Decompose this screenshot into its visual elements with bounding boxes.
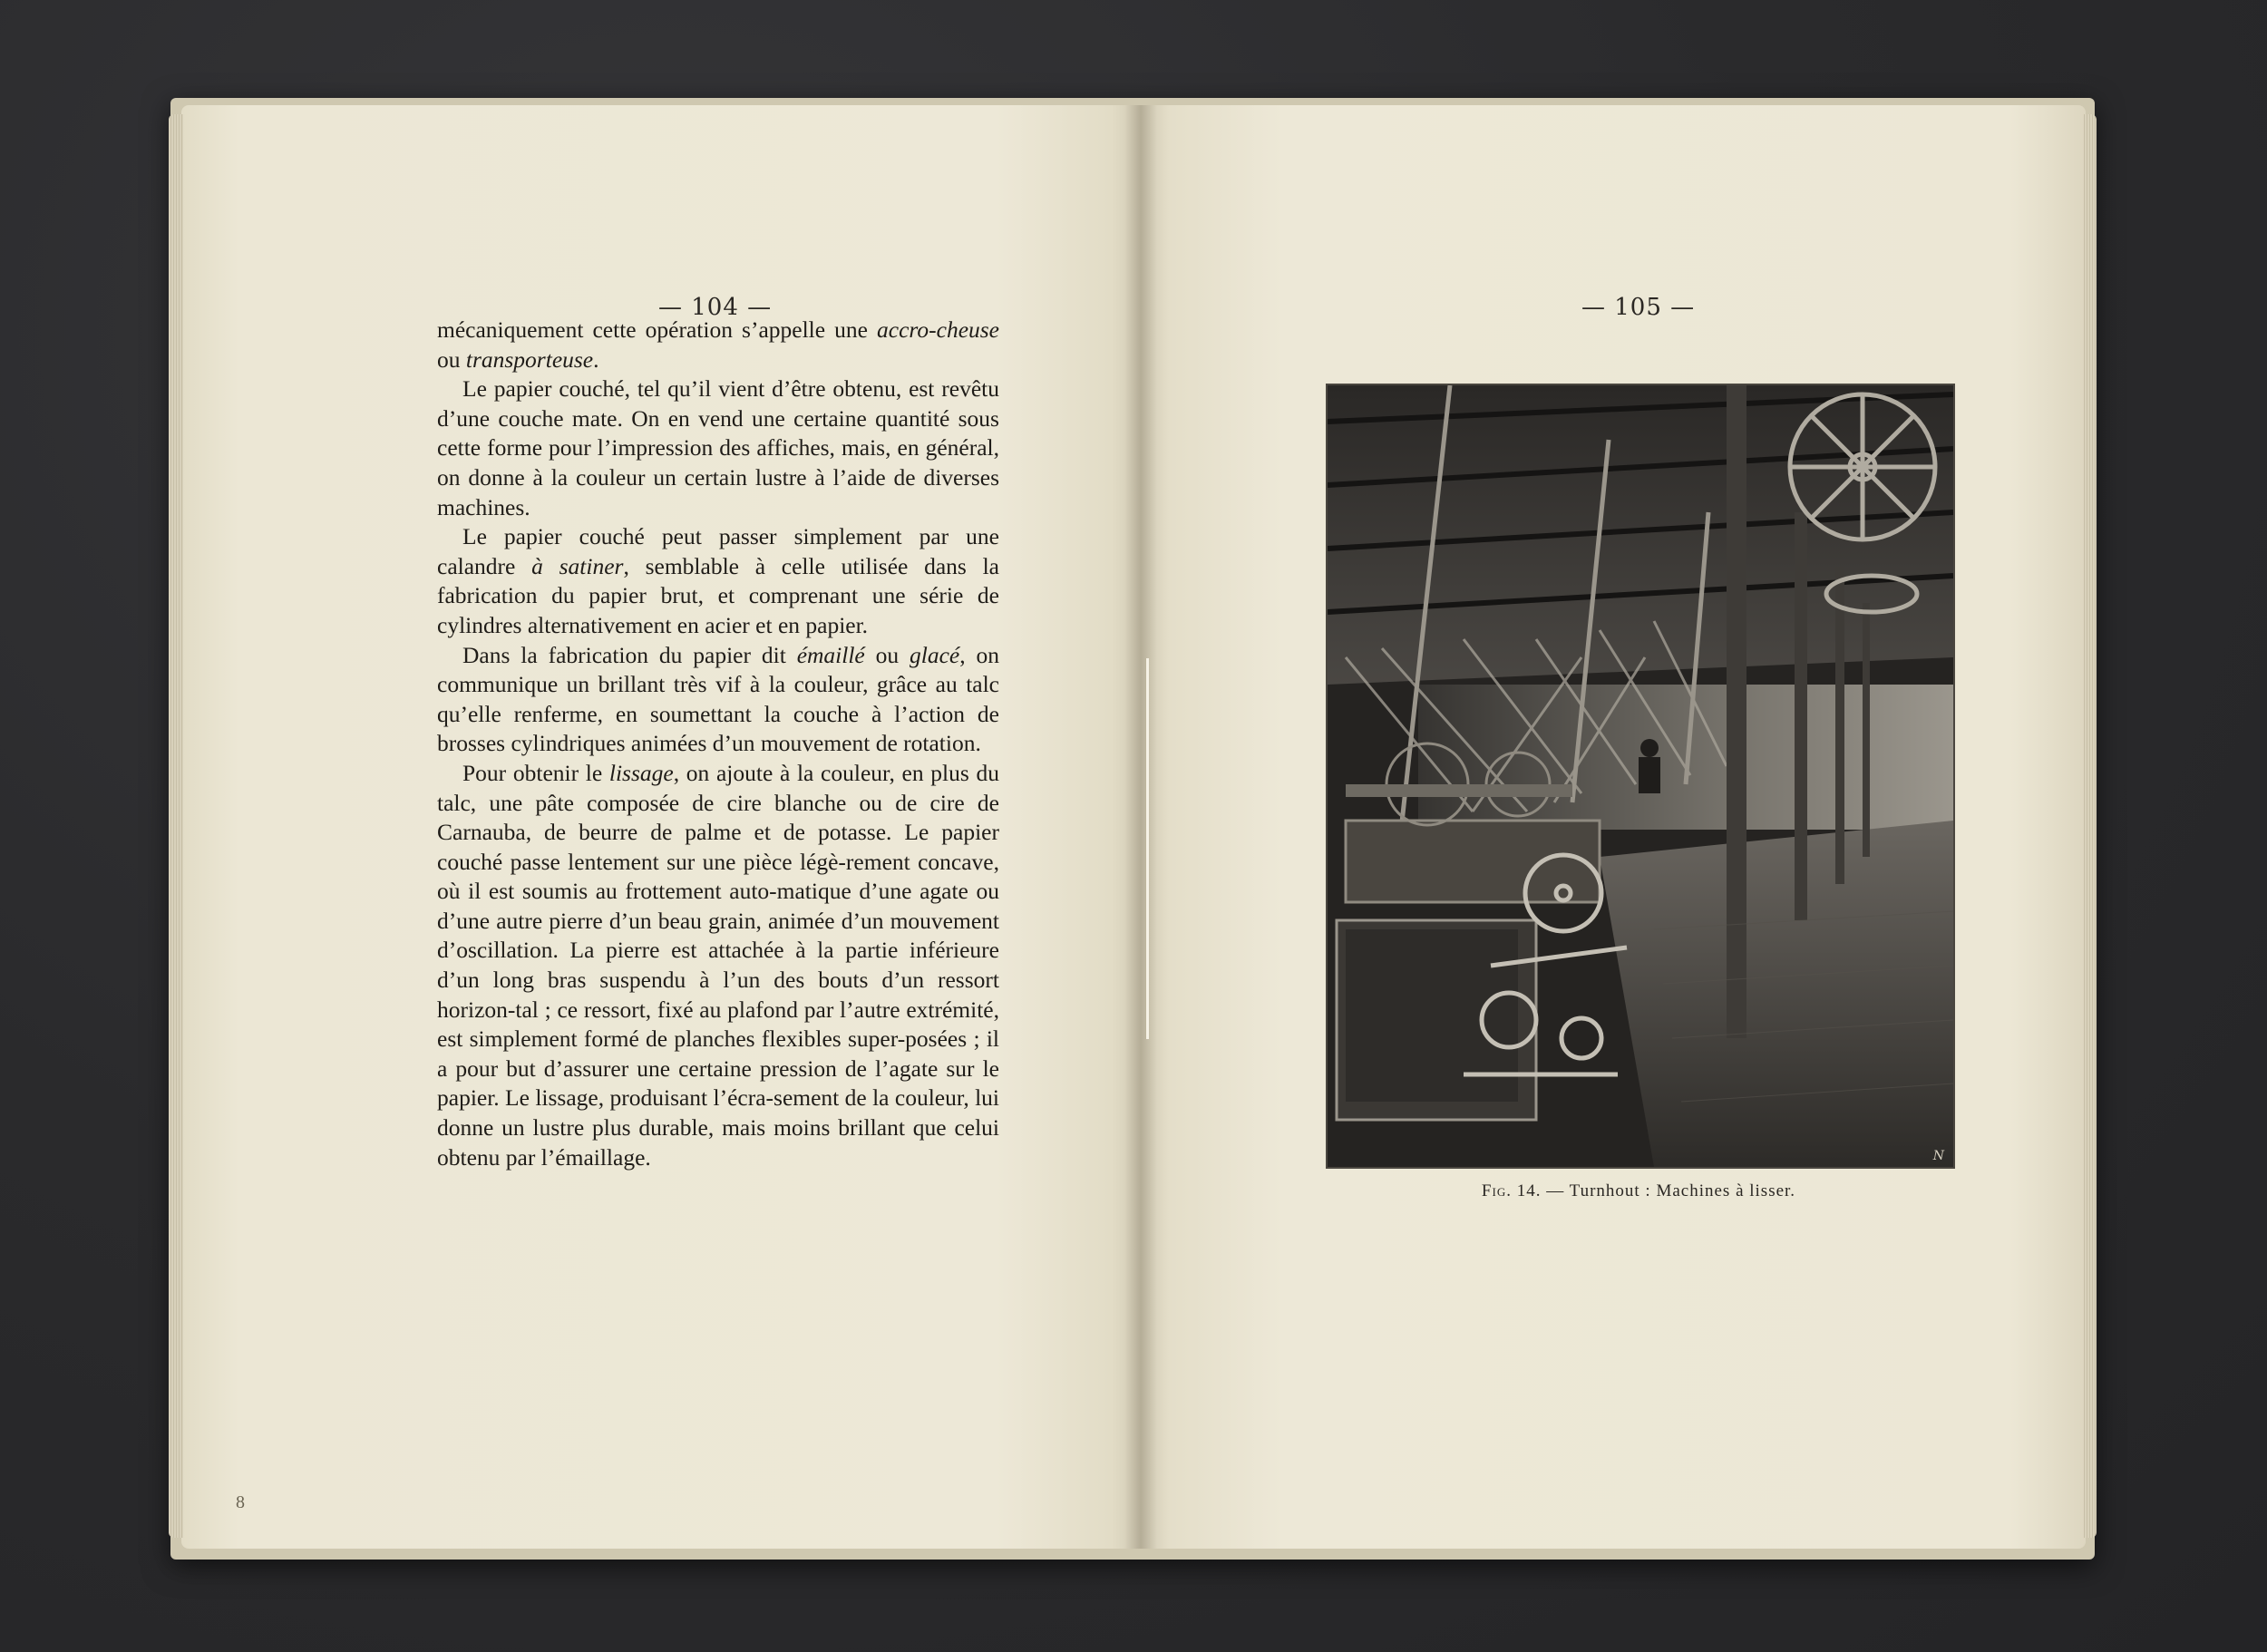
text-run: ou (437, 345, 466, 373)
text-paragraph (437, 641, 999, 759)
italic-term: à satiner (531, 552, 624, 579)
italic-term: lissage (608, 759, 674, 786)
text-paragraph (437, 759, 999, 1172)
right-page (1141, 105, 2086, 1549)
engraver-mark: N (1932, 1149, 1944, 1163)
factory-photograph (1326, 384, 1955, 1169)
left-page (181, 105, 1141, 1549)
text-run: Pour obtenir le (462, 759, 609, 786)
left-page-number: — 104 — (658, 294, 773, 321)
figure-caption-text: — Turnhout : Machines à lisser. (1541, 1181, 1796, 1200)
figure-label: Fig. 14. (1481, 1181, 1542, 1200)
left-page-text (437, 316, 999, 1172)
right-page-number: — 105 — (1581, 294, 1696, 321)
right-page-stack (2084, 114, 2097, 1538)
italic-term: glacé (910, 641, 960, 668)
text-paragraph (437, 316, 999, 374)
text-run: , on ajoute à la couleur, en plus du talc, une pâte composée de cire blanche ou de cire de Carnauba, de beurre de palme et de potasse. Le papier couché passe lentement sur une pièce légè-rement concave, où il est soumis au frottement auto-matique d’une agate ou d’une autre pierre d’un beau grain, animée d’un mouvement d’oscillation. La pierre est attachée à la partie inférieure d’un long bras suspendu à l’un des bouts d’un ressort horizon-tal ; ce ressort, fixé au plafond par l’autre extrémité, est simplement formé de planches flexibles super-posées ; il a pour but d’assurer une certaine pression de l’agate sur le papier. Le lissage, produisant l’écra-sement de la couleur, lui donne un lustre plus durable, mais moins brillant que celui obtenu par l’émaillage. (437, 759, 1000, 1171)
photo-illustration (1328, 385, 1953, 1167)
corner-mark: 8 (236, 1492, 245, 1512)
text-run: . (593, 345, 599, 373)
text-run: Dans la fabrication du papier dit (462, 641, 797, 668)
italic-term: accro-cheuse (877, 316, 999, 343)
text-run: Le papier couché peut passer simplement par une calandre (437, 523, 999, 579)
left-page-stack (169, 114, 183, 1538)
italic-term: transporteuse (465, 345, 594, 373)
binding-stitch (1145, 658, 1149, 1039)
text-run: mécaniquement cette opération s’appelle une (437, 316, 878, 343)
text-paragraph (437, 522, 999, 640)
text-run: ou (864, 641, 910, 668)
text-paragraph (437, 374, 999, 522)
open-book (181, 105, 2086, 1549)
italic-term: émaillé (796, 641, 865, 668)
text-run: Le papier couché, tel qu’il vient d’être obtenu, est revêtu d’une couche mate. On en vend une certaine quantité sous cette forme pour l’impression des affiches, mais, en général, on donne à la couleur un certain lustre à l’aide de diverses machines. (437, 375, 999, 520)
text-run: , on communique un brillant très vif à la couleur, grâce au talc qu’elle renferme, en soumettant la couche à l’action de brosses cylindriques animées d’un mouvement de rotation. (437, 641, 1000, 757)
figure-caption (1326, 1181, 1951, 1201)
text-run: , semblable à celle utilisée dans la fabrication du papier brut, et comprenant une série de cylindres alternativement en acier et en papier. (437, 552, 999, 638)
